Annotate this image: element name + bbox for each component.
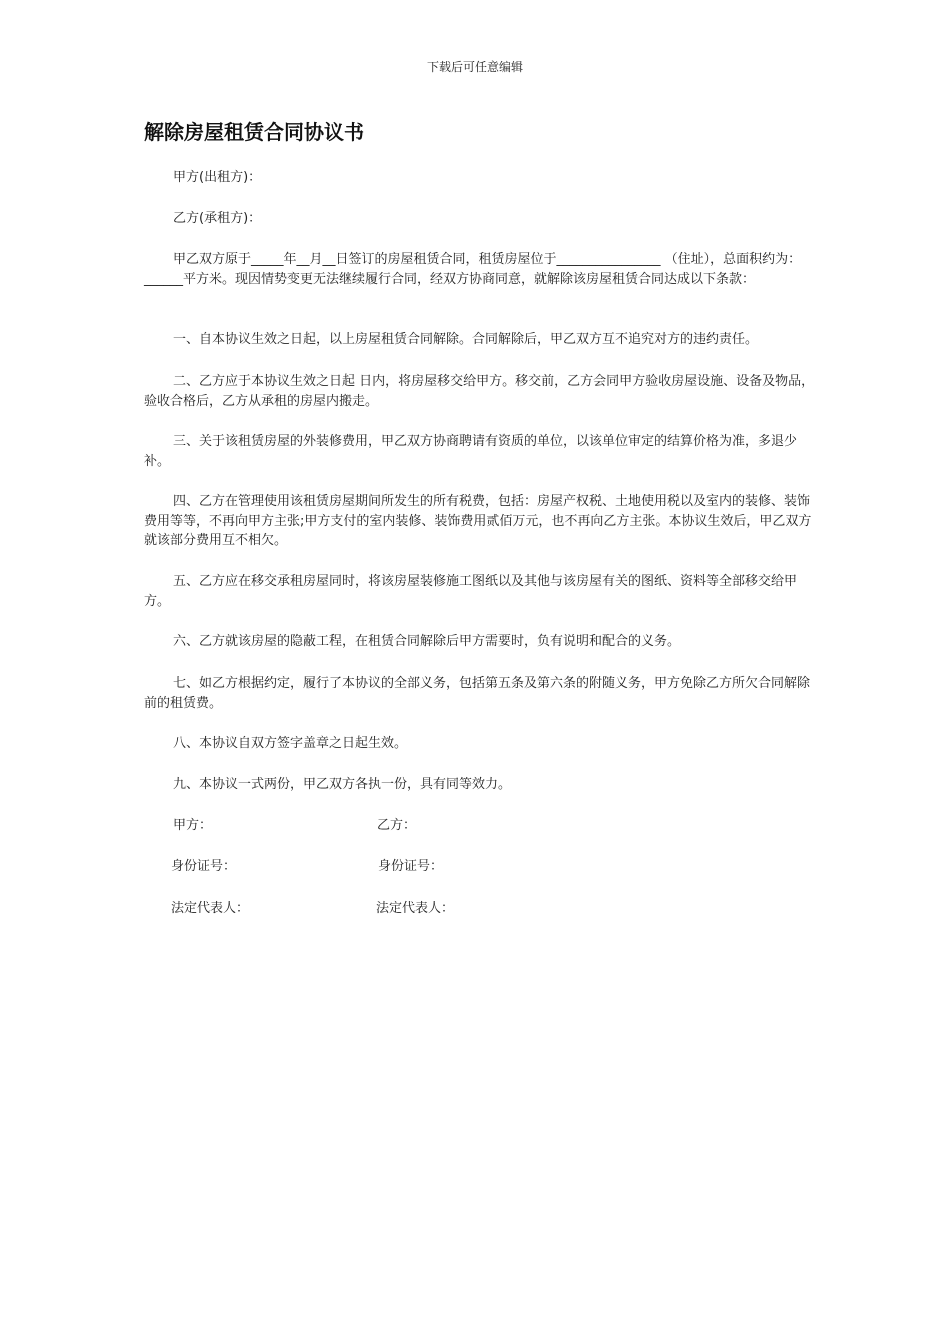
party-a-signature-label: 甲方： [173, 818, 213, 833]
clause-4 [144, 492, 816, 551]
party-a-line [144, 168, 816, 188]
clause-text: 五、乙方应在移交承租房屋同时，将该房屋装修施工图纸以及其他与该房屋有关的图纸、资料等全部移交给甲方。 [144, 574, 798, 609]
clause-3 [144, 432, 816, 471]
party-a-label: 甲方(出租方)： [173, 170, 262, 185]
clause-text: 四、乙方在管理使用该租赁房屋期间所发生的所有税费，包括：房屋产权税、土地使用税以及室内的装修、装饰费用等等，不再向甲方主张;甲方支付的室内装修、装饰费用贰佰万元，也不再向乙方主张。本协议生效后，甲乙双方就该部分费用互不相欠。 [144, 494, 812, 548]
header-note: 下载后可任意编辑 [426, 60, 523, 74]
party-a-representative-label: 法定代表人： [171, 901, 250, 916]
clause-1 [144, 330, 816, 350]
party-b-label: 乙方(承租方)： [173, 211, 262, 226]
clause-text: 六、乙方就该房屋的隐蔽工程，在租赁合同解除后甲方需要时，负有说明和配合的义务。 [173, 634, 681, 649]
clause-text: 七、如乙方根据约定，履行了本协议的全部义务，包括第五条及第六条的附随义务，甲方免除乙方所欠合同解除前的租赁费。 [144, 676, 811, 711]
clause-text: 一、自本协议生效之日起，以上房屋租赁合同解除。合同解除后，甲乙双方互不追究对方的违约责任。 [173, 332, 759, 347]
clause-6 [144, 632, 816, 652]
party-b-line [144, 209, 816, 229]
clause-5 [144, 572, 816, 611]
clause-2 [144, 372, 816, 411]
party-a-id-label: 身份证号： [171, 859, 237, 874]
clause-text: 九、本协议一式两份，甲乙双方各执一份，具有同等效力。 [173, 777, 512, 792]
clause-text: 八、本协议自双方签字盖章之日起生效。 [173, 736, 408, 751]
intro-paragraph [144, 250, 816, 289]
document-title: 解除房屋租赁合同协议书 [144, 120, 364, 144]
clause-7 [144, 674, 816, 713]
clause-8 [144, 734, 816, 754]
party-b-representative-label: 法定代表人： [376, 901, 455, 916]
clause-text: 二、乙方应于本协议生效之日起 日内，将房屋移交给甲方。移交前，乙方会同甲方验收房屋设施、设备及物品，验收合格后，乙方从承租的房屋内搬走。 [144, 374, 815, 409]
party-b-signature-label: 乙方： [377, 818, 417, 833]
clause-text: 三、关于该租赁房屋的外装修费用，甲乙双方协商聘请有资质的单位，以该单位审定的结算价格为准，多退少补。 [144, 434, 798, 469]
party-b-id-label: 身份证号： [378, 859, 444, 874]
clause-9 [144, 775, 816, 795]
intro-text: 甲乙双方原于_____年__月__日签订的房屋租赁合同，租赁房屋位于________________ （住址），总面积约为：______平方米。现因情势变更无法继续履行合同，经双方协商同意，就解除该房屋租赁合同达成以下条款： [144, 252, 802, 287]
